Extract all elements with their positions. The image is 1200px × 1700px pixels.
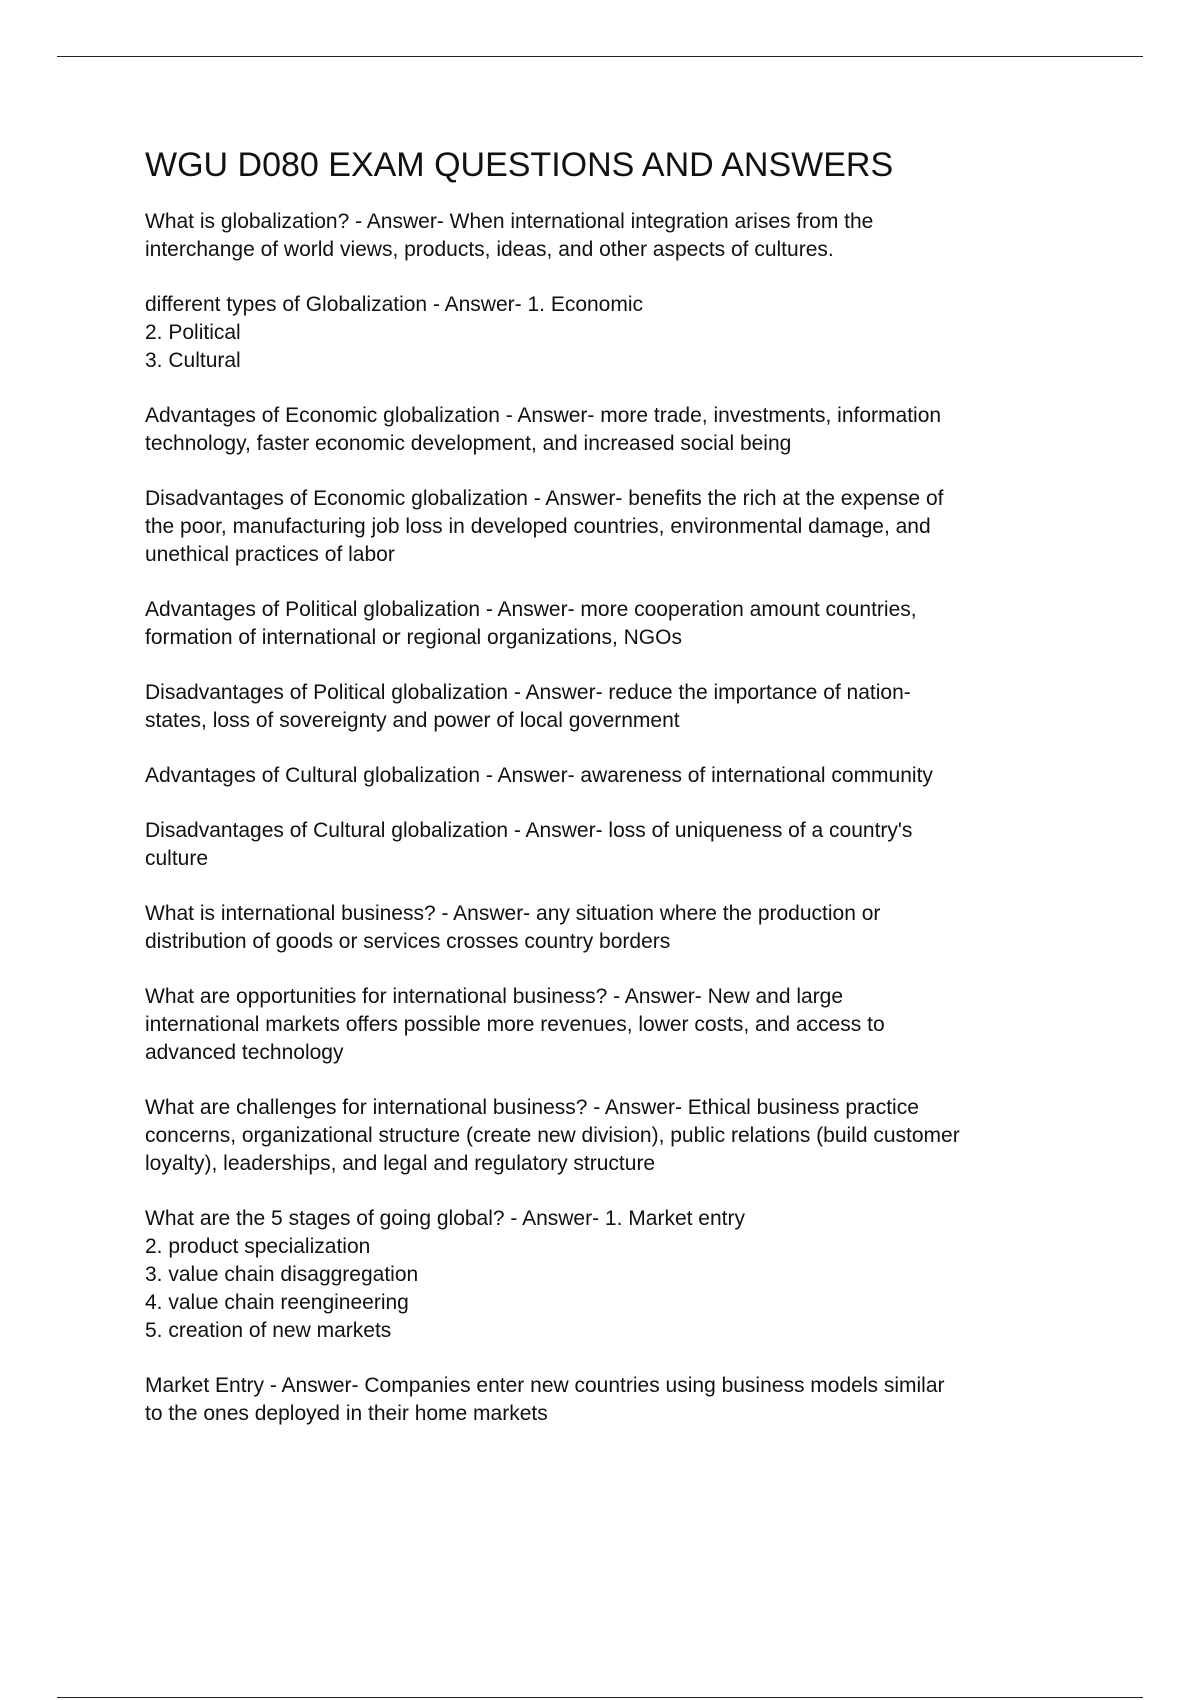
qa-line: What is international business? - Answer- any situation where the production or <box>145 902 881 925</box>
qa-line: 5. creation of new markets <box>145 1319 392 1342</box>
qa-line: 3. value chain disaggregation <box>145 1263 419 1286</box>
qa-entry <box>145 1372 1090 1428</box>
qa-entry <box>145 817 1090 873</box>
qa-line: states, loss of sovereignty and power of local government <box>145 709 680 732</box>
qa-entry <box>145 762 1090 790</box>
document-body <box>145 144 1090 1455</box>
qa-line: unethical practices of labor <box>145 543 395 566</box>
qa-line: What are opportunities for international business? - Answer- New and large <box>145 985 844 1008</box>
qa-line: Disadvantages of Cultural globalization - Answer- loss of uniqueness of a country's <box>145 819 913 842</box>
top-rule <box>57 56 1143 57</box>
qa-line: What are challenges for international business? - Answer- Ethical business practice <box>145 1096 919 1119</box>
qa-line: to the ones deployed in their home markets <box>145 1402 548 1425</box>
qa-line: Advantages of Economic globalization - Answer- more trade, investments, information <box>145 404 942 427</box>
qa-line: Advantages of Cultural globalization - Answer- awareness of international community <box>145 764 933 787</box>
qa-line: 2. Political <box>145 321 241 344</box>
qa-line: distribution of goods or services crosses country borders <box>145 930 671 953</box>
qa-line: Disadvantages of Political globalization - Answer- reduce the importance of nation- <box>145 681 911 704</box>
qa-line: What are the 5 stages of going global? - Answer- 1. Market entry <box>145 1207 745 1230</box>
qa-entry <box>145 208 1090 264</box>
qa-line: culture <box>145 847 209 870</box>
document-title: WGU D080 EXAM QUESTIONS AND ANSWERS <box>145 146 894 184</box>
qa-line: loyalty), leaderships, and legal and regulatory structure <box>145 1152 656 1175</box>
qa-entry <box>145 1205 1090 1345</box>
qa-entry <box>145 402 1090 458</box>
qa-line: technology, faster economic development, and increased social being <box>145 432 792 455</box>
qa-entry <box>145 679 1090 735</box>
qa-line: Market Entry - Answer- Companies enter new countries using business models similar <box>145 1374 945 1397</box>
qa-line: international markets offers possible more revenues, lower costs, and access to <box>145 1013 885 1036</box>
qa-entry <box>145 983 1090 1067</box>
qa-line: the poor, manufacturing job loss in developed countries, environmental damage, and <box>145 515 931 538</box>
qa-line: interchange of world views, products, ideas, and other aspects of cultures. <box>145 238 834 261</box>
qa-entry <box>145 900 1090 956</box>
qa-line: concerns, organizational structure (create new division), public relations (build customer <box>145 1124 960 1147</box>
qa-list <box>145 208 1090 1428</box>
qa-line: Advantages of Political globalization - Answer- more cooperation amount countries, <box>145 598 917 621</box>
bottom-rule <box>57 1697 1143 1698</box>
qa-line: 3. Cultural <box>145 349 241 372</box>
qa-entry <box>145 485 1090 569</box>
qa-line: different types of Globalization - Answer- 1. Economic <box>145 293 644 316</box>
qa-line: What is globalization? - Answer- When international integration arises from the <box>145 210 874 233</box>
qa-line: formation of international or regional organizations, NGOs <box>145 626 682 649</box>
qa-entry <box>145 1094 1090 1178</box>
qa-entry <box>145 291 1090 375</box>
qa-line: Disadvantages of Economic globalization - Answer- benefits the rich at the expense of <box>145 487 944 510</box>
qa-line: 2. product specialization <box>145 1235 371 1258</box>
qa-line: 4. value chain reengineering <box>145 1291 409 1314</box>
qa-entry <box>145 596 1090 652</box>
qa-line: advanced technology <box>145 1041 344 1064</box>
